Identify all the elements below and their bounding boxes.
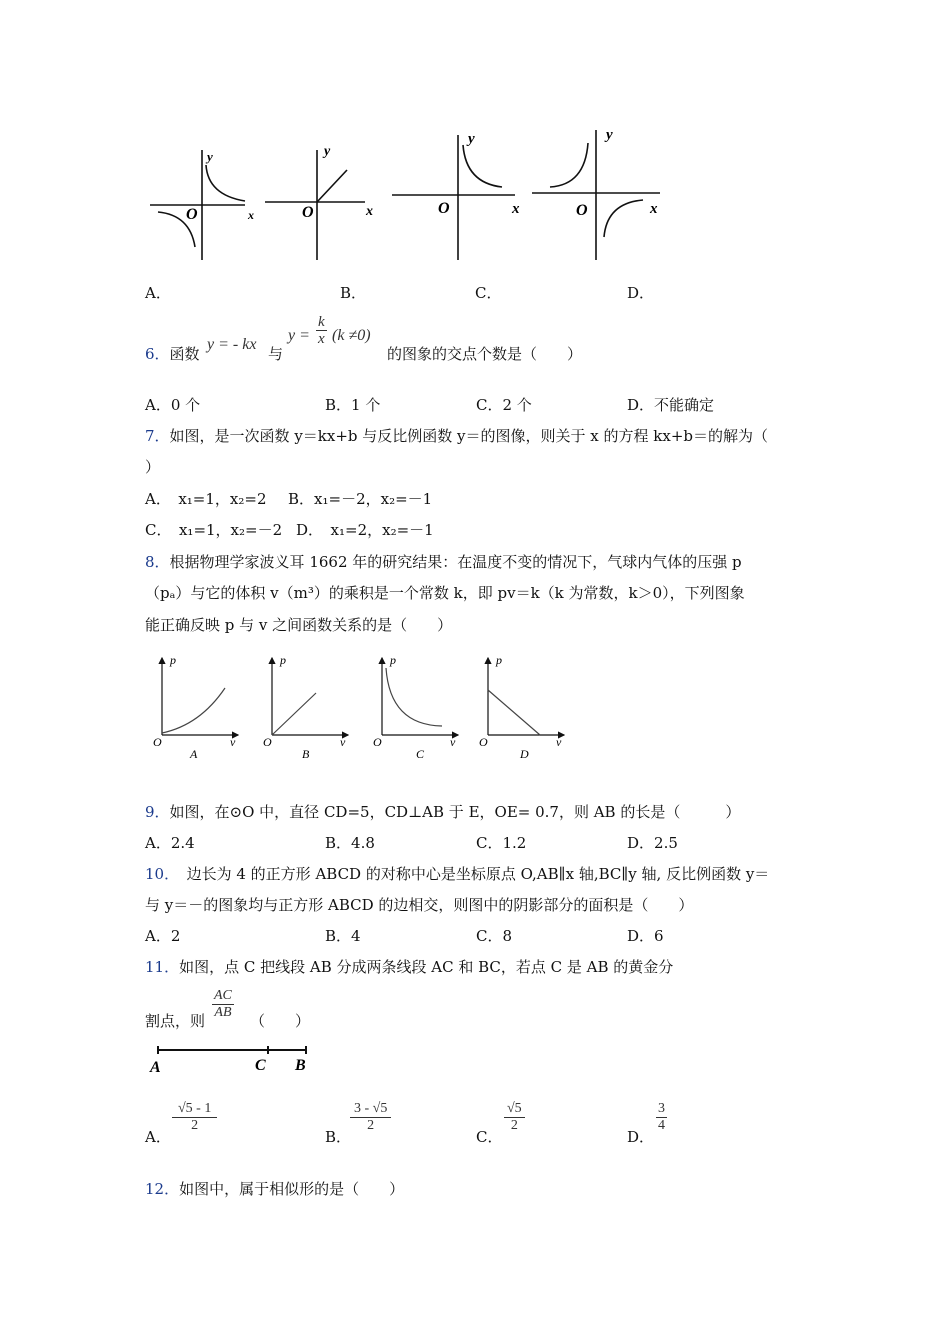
- q6-option-d[interactable]: D．不能确定: [627, 396, 715, 414]
- q10-option-a[interactable]: A．2: [145, 927, 181, 945]
- q5-graph-a: [150, 150, 245, 260]
- q11-option-d-fraction[interactable]: [656, 1101, 667, 1134]
- q5-a-x-label: x: [248, 208, 254, 222]
- q11-line1: 如图，点 C 把线段 AB 分成两条线段 AC 和 BC，若点 C 是 AB 的黄金分: [179, 958, 674, 976]
- q11-paren: （ ）: [250, 1012, 311, 1030]
- q11-option-a-num: √5 - 1: [172, 1101, 217, 1118]
- q8-graph-c: [382, 658, 458, 735]
- q11-option-b-fraction[interactable]: [350, 1101, 391, 1134]
- q8-line1: 根据物理学家波义耳 1662 年的研究结果：在温度不变的情况下，气球内气体的压强 p: [169, 553, 742, 571]
- q5-option-d[interactable]: D．: [627, 284, 655, 302]
- q11-option-d-den: 4: [658, 1118, 665, 1133]
- q9-question: [145, 803, 740, 821]
- q9-option-b[interactable]: B．4.8: [325, 834, 375, 852]
- q11-option-d-num: 3: [658, 1101, 665, 1116]
- q5-a-y-label: y: [207, 149, 213, 164]
- q11-option-c-den: 2: [510, 1118, 518, 1133]
- q11-fraction-den: AB: [214, 1005, 232, 1020]
- q8-d-origin: O: [479, 735, 488, 749]
- q11-option-b-label[interactable]: B．: [325, 1128, 352, 1146]
- q5-b-y-label: y: [324, 144, 331, 159]
- q11-option-c-num: √5: [504, 1101, 525, 1118]
- q11-fraction-num: AC: [214, 988, 232, 1003]
- q8-question-line3: 能正确反映 p 与 v 之间函数关系的是（ ）: [145, 616, 453, 634]
- q11-text-line2: 割点，则: [145, 1012, 206, 1030]
- q6-option-c[interactable]: C．2 个: [476, 396, 532, 414]
- q6-formula2-cond: (k ≠0): [332, 327, 371, 344]
- q8-a-x-label: v: [230, 735, 236, 749]
- q6-fraction-den: x: [318, 331, 325, 347]
- q9-text: 如图，在⊙O 中，直径 CD=5，CD⊥AB 于 E，OE= 0.7，则 AB 的长是（ ）: [169, 803, 741, 821]
- q9-option-c[interactable]: C．1.2: [476, 834, 527, 852]
- q9-option-d[interactable]: D．2.5: [627, 834, 678, 852]
- q12-question: [145, 1180, 404, 1198]
- q7-option-d[interactable]: D． x₁=2，x₂=－1: [296, 521, 434, 539]
- q8-b-caption: B: [302, 747, 310, 761]
- q6-number: 6．: [145, 345, 170, 363]
- q6-text-c: 的图象的交点个数是（ ）: [387, 345, 583, 363]
- q11-option-a-fraction[interactable]: [172, 1101, 217, 1134]
- q11-option-c-label[interactable]: C．: [476, 1128, 503, 1146]
- q8-question-line1: [145, 553, 742, 571]
- q5-d-origin: O: [576, 202, 588, 219]
- q7-option-b[interactable]: B．x₁=－2，x₂=－1: [288, 490, 433, 508]
- q8-c-x-label: v: [450, 735, 456, 749]
- q8-d-y-label: p: [496, 653, 502, 667]
- q8-graphs: [150, 650, 580, 765]
- q7-option-a[interactable]: A． x₁=1，x₂=2: [145, 490, 267, 508]
- q11-option-c-fraction[interactable]: [504, 1101, 525, 1134]
- q5-c-y-label: y: [468, 131, 475, 147]
- q11-option-a-label[interactable]: A．: [145, 1128, 171, 1146]
- q9-number: 9．: [145, 803, 170, 821]
- q5-graphs: [140, 125, 680, 270]
- q11-option-b-den: 2: [367, 1118, 375, 1133]
- q5-c-origin: O: [438, 200, 450, 217]
- q6-question: [145, 345, 200, 363]
- q5-d-x-label: x: [650, 201, 658, 217]
- q5-option-b[interactable]: B．: [340, 284, 367, 302]
- q11-point-b: B: [295, 1057, 306, 1074]
- q8-graph-a: [162, 658, 238, 735]
- q7-text-cont: ）: [145, 458, 161, 476]
- q10-line1: 边长为 4 的正方形 ABCD 的对称中心是坐标原点 O,AB∥x 轴,BC∥y 轴, 反比例函数 y＝: [171, 865, 770, 883]
- q11-question-line1: [145, 958, 673, 976]
- q11-point-c: C: [255, 1057, 266, 1074]
- q6-formula2-lhs: y =: [288, 327, 310, 344]
- q5-b-x-label: x: [366, 204, 373, 219]
- q5-graph-b: [265, 150, 365, 260]
- q8-a-caption: A: [190, 747, 198, 761]
- q8-c-y-label: p: [390, 653, 396, 667]
- q8-question-line2: （pₐ）与它的体积 v（m³）的乘积是一个常数 k，即 pv＝k（k 为常数，k＞0），下列图象: [145, 584, 745, 602]
- q6-formula1: y = - kx: [207, 336, 257, 353]
- q5-b-origin: O: [302, 204, 314, 221]
- q8-graph-d: [488, 658, 564, 735]
- q5-d-y-label: y: [606, 127, 613, 143]
- q6-text-b: 与: [268, 345, 284, 363]
- q8-number: 8．: [145, 553, 170, 571]
- q11-point-a: A: [150, 1059, 161, 1076]
- q6-fraction-num: k: [318, 314, 325, 330]
- q5-graph-d: [532, 130, 660, 260]
- q8-b-origin: O: [263, 735, 272, 749]
- q6-formula2-fraction: [316, 314, 327, 347]
- q9-option-a[interactable]: A．2.4: [145, 834, 195, 852]
- q10-question-line2: 与 y＝－的图象均与正方形 ABCD 的边相交，则图中的阴影部分的面积是（ ）: [145, 896, 694, 914]
- q7-question: [145, 427, 768, 445]
- q8-graph-b: [272, 658, 348, 735]
- q6-option-b[interactable]: B．1 个: [325, 396, 381, 414]
- q8-a-origin: O: [153, 735, 162, 749]
- q5-a-origin: O: [186, 206, 198, 223]
- q10-number: 10．: [145, 865, 172, 883]
- q7-number: 7．: [145, 427, 170, 445]
- q11-segment-figure: [148, 1040, 318, 1078]
- q8-d-x-label: v: [556, 735, 562, 749]
- q11-option-b-num: 3 - √5: [350, 1101, 391, 1118]
- q8-b-x-label: v: [340, 735, 346, 749]
- q8-a-y-label: p: [170, 653, 176, 667]
- q10-question-line1: [145, 865, 769, 883]
- q7-option-c[interactable]: C． x₁=1，x₂=－2: [145, 521, 283, 539]
- q7-text: 如图，是一次函数 y＝kx+b 与反比例函数 y＝的图像，则关于 x 的方程 kx+b＝的解为（: [169, 427, 769, 445]
- q10-option-b[interactable]: B．4: [325, 927, 361, 945]
- q12-text: 如图中，属于相似形的是（ ）: [179, 1180, 405, 1198]
- q5-option-c[interactable]: C．: [475, 284, 502, 302]
- q12-number: 12．: [145, 1180, 180, 1198]
- q11-option-d-label[interactable]: D．: [627, 1128, 655, 1146]
- q6-text-a: 函数: [169, 345, 200, 363]
- q8-c-origin: O: [373, 735, 382, 749]
- q10-option-d[interactable]: D．6: [627, 927, 664, 945]
- q8-d-caption: D: [520, 747, 529, 761]
- q5-graph-c: [392, 135, 515, 260]
- q8-c-caption: C: [416, 747, 425, 761]
- q6-option-a[interactable]: A．0 个: [145, 396, 201, 414]
- q10-option-c[interactable]: C．8: [476, 927, 513, 945]
- q5-option-a[interactable]: A．: [145, 284, 171, 302]
- q11-option-a-den: 2: [191, 1118, 199, 1133]
- q11-number: 11．: [145, 958, 180, 976]
- q8-b-y-label: p: [280, 653, 286, 667]
- q11-fraction: [212, 988, 234, 1021]
- q5-c-x-label: x: [512, 201, 520, 217]
